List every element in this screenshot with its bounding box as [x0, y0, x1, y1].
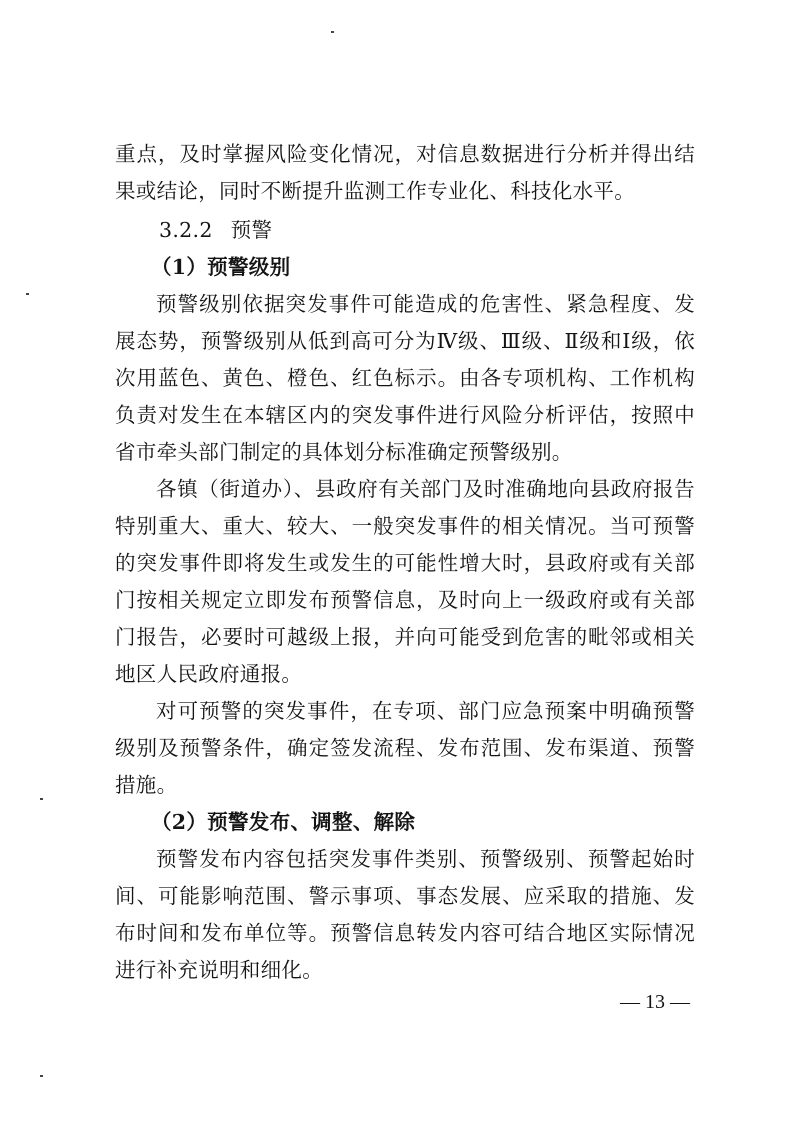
scan-speck [40, 798, 43, 800]
scan-speck [331, 31, 334, 33]
scan-speck [40, 1075, 43, 1077]
continuation-paragraph: 重点，及时掌握风险变化情况，对信息数据进行分析并得出结果或结论，同时不断提升监测工作专业化、科技化水平。 [115, 142, 695, 203]
section-number: 3.2.2 [159, 218, 213, 242]
subsection-heading-warning-level: （1）预警级别 [151, 255, 291, 279]
paragraph-reporting: 各镇（街道办）、县政府有关部门及时准确地向县政府报告特别重大、重大、较大、一般突发事件的相关情况。当可预警的突发事件即将发生或发生的可能性增大时，县政府或有关部门按相关规定立即发布预警信息，及时向上一级政府或有关部门报告，必要时可越级上报，并向可能受到危害的毗邻或相关地区人民政府通报。 [115, 477, 695, 686]
body-text [115, 136, 695, 989]
paragraph-plan-requirements: 对可预警的突发事件，在专项、部门应急预案中明确预警级别及预警条件，确定签发流程、发布范围、发布渠道、预警措施。 [115, 699, 695, 797]
paragraph-warning-levels: 预警级别依据突发事件可能造成的危害性、紧急程度、发展态势，预警级别从低到高可分为Ⅳ级、Ⅲ级、Ⅱ级和Ⅰ级，依次用蓝色、黄色、橙色、红色标示。由各专项机构、工作机构负责对发生在本辖区内的突发事件进行风险分析评估，按照中省市牵头部门制定的具体划分标准确定预警级别。 [115, 292, 695, 464]
page-number: — 13 — [620, 991, 690, 1013]
section-heading [115, 212, 695, 249]
subsection-heading-release: （2）预警发布、调整、解除 [151, 810, 416, 834]
section-title: 预警 [230, 218, 273, 242]
scan-speck [26, 293, 29, 295]
paragraph-release-content: 预警发布内容包括突发事件类别、预警级别、预警起始时间、可能影响范围、警示事项、事态发展、应采取的措施、发布时间和发布单位等。预警信息转发内容可结合地区实际情况进行补充说明和细化。 [115, 847, 695, 982]
